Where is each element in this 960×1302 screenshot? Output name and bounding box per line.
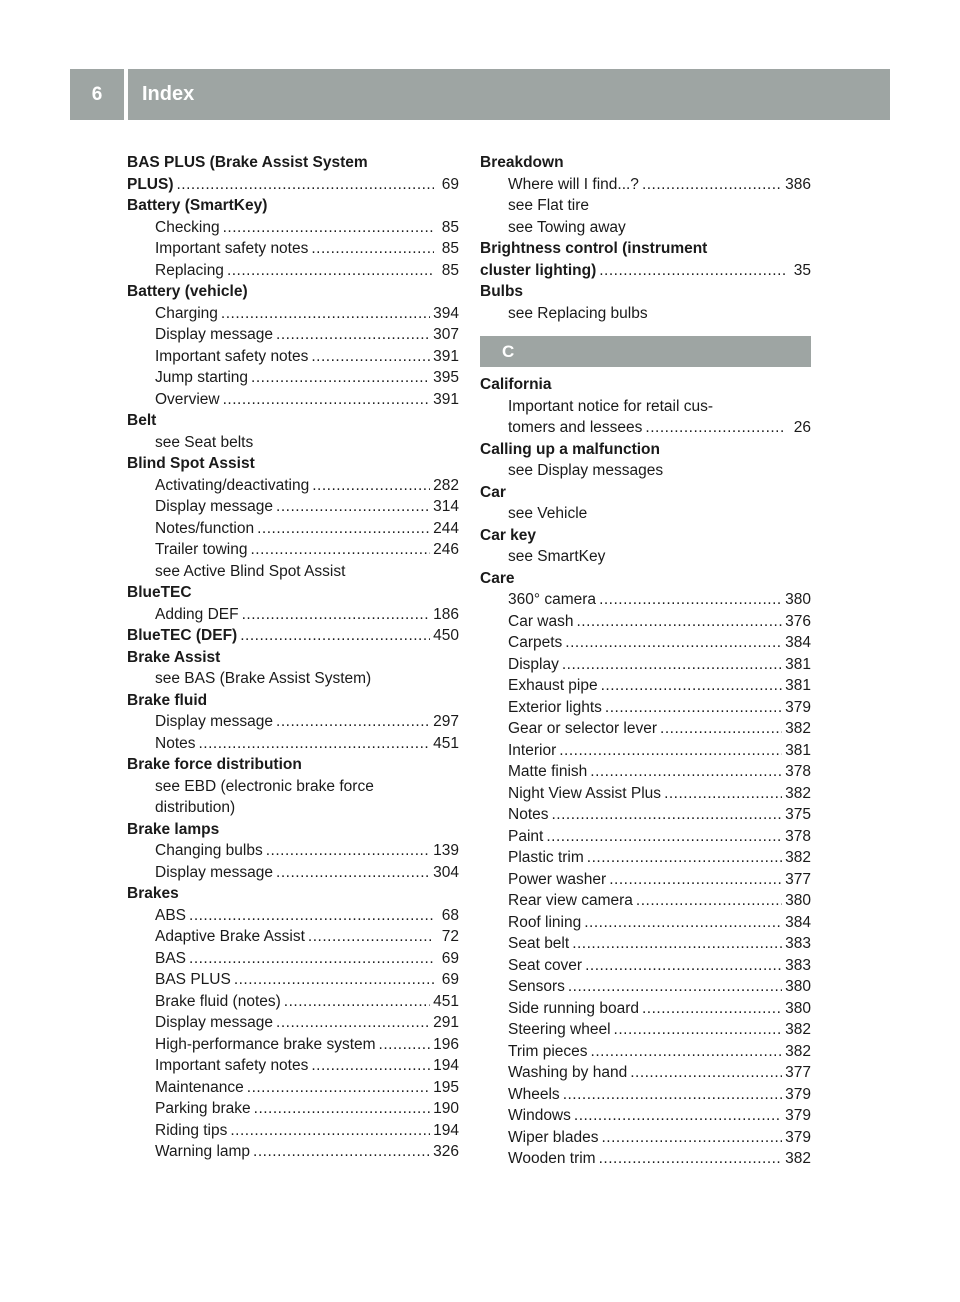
entry-text: Exterior lights (508, 698, 602, 716)
entry-text: Display message (155, 498, 274, 515)
index-heading (127, 625, 459, 647)
page-reference: 381 (785, 655, 811, 673)
page-reference: 194 (433, 1121, 459, 1139)
dot-leader (591, 1041, 783, 1063)
page-reference: 85 (441, 240, 459, 257)
dot-leader (574, 1105, 782, 1127)
page-reference: 384 (785, 634, 811, 651)
page-reference: 395 (433, 369, 459, 386)
entry-text: Display message (155, 326, 274, 343)
entry-text: Activating/deactivating (155, 476, 310, 494)
page-reference: 246 (433, 541, 459, 558)
dot-leader (227, 260, 434, 282)
dot-leader (645, 417, 786, 439)
page-reference: 384 (785, 913, 811, 931)
dot-leader (585, 955, 782, 977)
page-reference: 282 (433, 476, 459, 494)
index-heading: Car (480, 483, 506, 501)
dot-leader (257, 518, 430, 540)
entry-text: Parking brake (155, 1100, 251, 1117)
index-subentry (127, 539, 459, 561)
index-subentry (480, 417, 811, 439)
page-reference: 380 (785, 591, 811, 608)
index-subentry (480, 697, 811, 719)
dot-leader (251, 367, 430, 389)
page-reference: 383 (785, 935, 811, 952)
page-reference: 69 (441, 175, 459, 193)
page-reference: 190 (433, 1100, 459, 1117)
page-reference: 391 (433, 390, 459, 408)
entry-text: 360° camera (508, 591, 597, 608)
dot-leader (576, 611, 782, 633)
page-reference: 380 (785, 978, 811, 995)
entry-text: PLUS) (127, 175, 174, 193)
entry-text: Replacing (155, 261, 224, 279)
dot-leader (254, 1098, 430, 1120)
entry-text: Jump starting (155, 369, 249, 386)
page-header (70, 69, 890, 120)
index-subentry: see Seat belts (155, 433, 254, 451)
dot-leader (379, 1034, 431, 1056)
entry-text: Changing bulbs (155, 842, 263, 859)
dot-leader (312, 475, 430, 497)
dot-leader (590, 761, 782, 783)
page-reference: 85 (441, 218, 459, 236)
dot-leader (240, 625, 430, 647)
page-reference: 451 (433, 734, 459, 752)
dot-leader (642, 998, 782, 1020)
dot-leader (311, 238, 434, 260)
index-subentry (480, 976, 811, 998)
entry-text: Important safety notes (155, 1057, 309, 1074)
page-reference: 379 (785, 1107, 811, 1124)
index-subentry: distribution) (155, 799, 236, 816)
index-subentry (127, 948, 459, 970)
index-subentry (127, 1055, 459, 1077)
page-reference: 375 (785, 806, 811, 823)
page-reference: 382 (785, 1150, 811, 1167)
page-reference: 382 (785, 849, 811, 866)
page-reference: 451 (433, 992, 459, 1010)
index-subentry (480, 1062, 811, 1084)
dot-leader (276, 711, 430, 733)
index-subentry (127, 367, 459, 389)
entry-text: Checking (155, 218, 220, 236)
entry-text: Wiper blades (508, 1128, 599, 1146)
entry-text: BAS (155, 949, 187, 967)
entry-text: tomers and lessees (508, 419, 643, 436)
index-subentry (480, 783, 811, 805)
entry-text: Interior (508, 741, 557, 759)
dot-leader (660, 718, 782, 740)
page-reference: 195 (433, 1078, 459, 1096)
index-heading (127, 174, 459, 196)
entry-text: Important safety notes (155, 347, 309, 365)
index-subentry (480, 869, 811, 891)
entry-text: Washing by hand (508, 1064, 628, 1081)
dot-leader (664, 783, 782, 805)
page-reference: 376 (785, 612, 811, 630)
page-reference: 139 (433, 842, 459, 859)
index-subentry: see EBD (electronic brake force (155, 777, 374, 795)
page-reference: 186 (433, 605, 459, 623)
index-subentry (127, 238, 459, 260)
page-reference: 377 (785, 1064, 811, 1081)
page-reference: 196 (433, 1035, 459, 1053)
entry-text: Display message (155, 713, 274, 730)
page-reference: 391 (433, 347, 459, 365)
dot-leader (584, 912, 782, 934)
index-heading: Brake Assist (127, 648, 221, 666)
dot-leader (308, 926, 434, 948)
entry-text: ABS (155, 906, 187, 924)
dot-leader (223, 389, 431, 411)
page-reference: 377 (785, 870, 811, 888)
index-heading: Bulbs (480, 283, 524, 300)
dot-leader (311, 346, 430, 368)
entry-text: Notes/function (155, 519, 255, 537)
page-reference: 35 (793, 261, 811, 279)
page-reference: 381 (785, 741, 811, 759)
entry-text: Notes (155, 734, 196, 752)
index-heading: Battery (vehicle) (127, 283, 248, 300)
entry-text: Notes (508, 806, 549, 823)
page-reference: 244 (433, 519, 459, 537)
index-subentry (127, 991, 459, 1013)
dot-leader (587, 847, 782, 869)
index-subentry (127, 324, 459, 346)
entry-text: Riding tips (155, 1121, 228, 1139)
index-subentry: see BAS (Brake Assist System) (155, 670, 372, 687)
index-subentry (127, 303, 459, 325)
dot-leader (614, 1019, 783, 1041)
index-subentry (480, 955, 811, 977)
dot-leader (559, 740, 782, 762)
index-subentry (127, 518, 459, 540)
dot-leader (242, 604, 431, 626)
index-subentry (480, 654, 811, 676)
index-subentry (127, 260, 459, 282)
index-subentry (480, 998, 811, 1020)
index-subentry (127, 926, 459, 948)
index-subentry (127, 840, 459, 862)
index-heading: Calling up a malfunction (480, 440, 660, 458)
entry-text: Carpets (508, 634, 563, 651)
entry-text: Display message (155, 863, 274, 881)
entry-text: Adaptive Brake Assist (155, 928, 305, 945)
entry-text: Warning lamp (155, 1143, 251, 1160)
page-reference: 304 (433, 863, 459, 881)
dot-leader (311, 1055, 430, 1077)
index-subentry (480, 804, 811, 826)
index-heading: Care (480, 569, 515, 587)
page-reference: 382 (785, 720, 811, 737)
index-subentry (127, 733, 459, 755)
index-subentry (480, 718, 811, 740)
entry-text: cluster lighting) (480, 261, 597, 279)
entry-text: Paint (508, 827, 544, 845)
dot-leader (552, 804, 783, 826)
entry-text: Rear view camera (508, 892, 633, 909)
index-subentry (127, 1098, 459, 1120)
dot-leader (568, 976, 782, 998)
entry-text: Night View Assist Plus (508, 784, 662, 802)
index-subentry (127, 1012, 459, 1034)
index-heading: California (480, 376, 552, 393)
index-subentry (480, 847, 811, 869)
index-subentry: see Vehicle (508, 505, 588, 522)
dot-leader (601, 1127, 782, 1149)
index-subentry (480, 912, 811, 934)
dot-leader (221, 303, 430, 325)
entry-text: Brake fluid (notes) (155, 992, 281, 1010)
index-subentry (127, 217, 459, 239)
page-reference: 314 (433, 498, 459, 515)
entry-text: Charging (155, 304, 218, 322)
index-subentry (480, 1127, 811, 1149)
page-reference: 450 (433, 627, 459, 644)
index-heading: Battery (SmartKey) (127, 197, 268, 214)
index-heading: Brakes (127, 885, 179, 902)
index-subentry: see SmartKey (508, 548, 606, 565)
entry-text: Where will I find...? (508, 175, 639, 193)
entry-text: Steering wheel (508, 1021, 611, 1038)
dot-leader (253, 1141, 430, 1163)
dot-leader (189, 905, 434, 927)
index-heading: Brake lamps (127, 820, 220, 838)
entry-text: High-performance brake system (155, 1035, 376, 1053)
index-subentry: see Flat tire (508, 197, 589, 214)
entry-text: Important safety notes (155, 240, 309, 257)
page-reference: 194 (433, 1057, 459, 1074)
entry-text: Gear or selector lever (508, 720, 658, 737)
entry-text: Plastic trim (508, 849, 584, 866)
page-reference: 85 (441, 261, 459, 279)
index-subentry (127, 711, 459, 733)
entry-text: Seat cover (508, 956, 583, 974)
page-reference: 297 (433, 713, 459, 730)
dot-leader (189, 948, 434, 970)
page-reference: 383 (785, 956, 811, 974)
entry-text: Power washer (508, 870, 607, 888)
index-subentry (127, 346, 459, 368)
index-heading: Blind Spot Assist (127, 455, 255, 472)
index-subentry (480, 1084, 811, 1106)
index-heading: Brightness control (instrument (480, 240, 708, 257)
dot-leader (599, 1148, 783, 1170)
dot-leader (636, 890, 782, 912)
dot-leader (276, 862, 430, 884)
entry-text: Roof lining (508, 913, 582, 931)
index-subentry (480, 589, 811, 611)
dot-leader (276, 496, 430, 518)
dot-leader (562, 654, 782, 676)
index-subentry (480, 740, 811, 762)
page-title: Index (142, 83, 195, 105)
index-subentry (480, 675, 811, 697)
dot-leader (266, 840, 430, 862)
index-subentry (127, 604, 459, 626)
index-subentry (127, 475, 459, 497)
page-reference: 69 (441, 949, 459, 967)
index-subentry (480, 890, 811, 912)
page-reference: 68 (441, 906, 459, 924)
index-subentry (127, 1120, 459, 1142)
entry-text: Adding DEF (155, 605, 239, 623)
dot-leader (605, 697, 782, 719)
dot-leader (276, 324, 430, 346)
entry-text: BAS PLUS (155, 971, 231, 988)
page-reference: 380 (785, 999, 811, 1017)
index-subentry (127, 1034, 459, 1056)
index-subentry (127, 862, 459, 884)
page-reference: 378 (785, 763, 811, 780)
entry-text: Trailer towing (155, 541, 248, 558)
entry-text: Overview (155, 390, 220, 408)
entry-text: Matte finish (508, 763, 588, 780)
index-subentry: see Active Blind Spot Assist (155, 562, 346, 580)
entry-text: Sensors (508, 978, 565, 995)
index-heading: Belt (127, 412, 157, 429)
page-reference: 326 (433, 1143, 459, 1160)
index-heading: Brake fluid (127, 691, 208, 709)
index-heading: Breakdown (480, 154, 564, 171)
index-heading: Brake force distribution (127, 756, 302, 773)
index-subentry: Important notice for retail cus- (508, 397, 714, 415)
index-subentry (480, 933, 811, 955)
index-subentry (127, 1141, 459, 1163)
page-reference: 382 (785, 784, 811, 802)
dot-leader (177, 174, 435, 196)
page-reference: 394 (433, 304, 459, 322)
dot-leader (563, 1084, 782, 1106)
page-reference: 291 (433, 1014, 459, 1031)
index-subentry (480, 1148, 811, 1170)
index-subentry (480, 632, 811, 654)
index-column-right (480, 152, 811, 1170)
dot-leader (642, 174, 782, 196)
dot-leader (247, 1077, 430, 1099)
page-reference: 69 (441, 971, 459, 988)
index-subentry: see Towing away (508, 218, 626, 236)
index-column-left (127, 152, 459, 1163)
index-subentry (127, 389, 459, 411)
page-reference: 381 (785, 677, 811, 694)
index-subentry (127, 1077, 459, 1099)
entry-text: BlueTEC (DEF) (127, 627, 238, 644)
page-reference: 307 (433, 326, 459, 343)
dot-leader (609, 869, 782, 891)
page-reference: 379 (785, 1085, 811, 1103)
page-number: 6 (91, 83, 103, 105)
dot-leader (572, 933, 782, 955)
page-reference: 386 (785, 175, 811, 193)
index-subentry (480, 1019, 811, 1041)
index-subentry: see Display messages (508, 462, 664, 479)
dot-leader (630, 1062, 782, 1084)
dot-leader (223, 217, 434, 239)
index-subentry (480, 174, 811, 196)
page-reference: 379 (785, 698, 811, 716)
dot-leader (234, 969, 434, 991)
section-letter-header: C (480, 336, 811, 367)
dot-leader (250, 539, 430, 561)
index-subentry: see Replacing bulbs (508, 304, 648, 322)
entry-text: Wheels (508, 1085, 560, 1103)
entry-text: Display (508, 655, 559, 673)
dot-leader (565, 632, 782, 654)
page-reference: 26 (793, 419, 811, 436)
dot-leader (599, 260, 786, 282)
entry-text: Windows (508, 1107, 571, 1124)
index-subentry (480, 1105, 811, 1127)
page-reference: 382 (785, 1021, 811, 1038)
entry-text: Wooden trim (508, 1150, 596, 1167)
entry-text: Seat belt (508, 935, 570, 952)
page-reference: 72 (441, 928, 459, 945)
dot-leader (284, 991, 430, 1013)
header-divider (124, 69, 128, 120)
entry-text: Side running board (508, 999, 639, 1017)
dot-leader (199, 733, 431, 755)
index-subentry (127, 905, 459, 927)
dot-leader (230, 1120, 430, 1142)
entry-text: Exhaust pipe (508, 677, 598, 694)
entry-text: Car wash (508, 612, 574, 630)
page-reference: 380 (785, 892, 811, 909)
index-subentry (480, 761, 811, 783)
entry-text: Trim pieces (508, 1042, 588, 1060)
index-heading: Car key (480, 526, 537, 544)
dot-leader (546, 826, 782, 848)
index-heading (480, 260, 811, 282)
index-subentry (127, 969, 459, 991)
index-subentry (480, 1041, 811, 1063)
page-reference: 379 (785, 1128, 811, 1146)
dot-leader (599, 589, 782, 611)
page-reference: 382 (785, 1042, 811, 1060)
page-reference: 378 (785, 827, 811, 845)
index-subentry (480, 826, 811, 848)
entry-text: Display message (155, 1014, 274, 1031)
entry-text: Maintenance (155, 1078, 244, 1096)
index-heading: BAS PLUS (Brake Assist System (127, 154, 368, 171)
dot-leader (276, 1012, 430, 1034)
index-subentry (127, 496, 459, 518)
dot-leader (601, 675, 783, 697)
index-heading: BlueTEC (127, 584, 192, 601)
index-subentry (480, 611, 811, 633)
